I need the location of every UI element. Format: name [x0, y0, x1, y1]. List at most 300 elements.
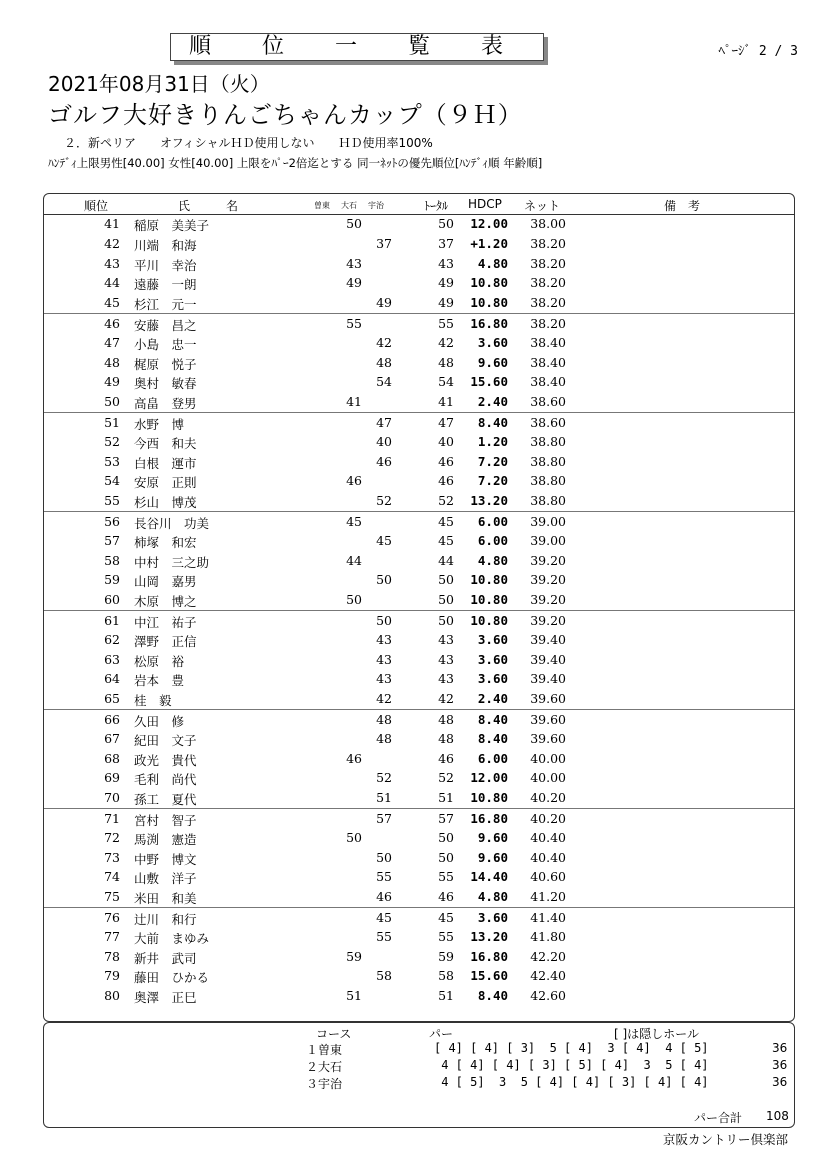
- rank-cell: 45: [104, 295, 120, 311]
- name-cell: 奥村 敏春: [134, 376, 197, 392]
- table-row: [44, 432, 794, 452]
- course-pars: 4 [ 5] 3 5 [ 4] [ 4] [ 3] [ 4] [ 4]: [434, 1075, 709, 1089]
- table-row: [44, 313, 794, 334]
- table-row: [44, 907, 794, 928]
- hdcp-value: 3.60: [477, 651, 508, 667]
- course-name: １曽東: [306, 1043, 343, 1057]
- course3-score: 55: [376, 869, 392, 885]
- rank-cell: 57: [104, 532, 120, 548]
- net-score: 39.20: [530, 592, 566, 608]
- col-hdcp-header: HDCP: [468, 197, 502, 211]
- course2-score: 46: [346, 750, 362, 766]
- net-score: 39.00: [530, 514, 566, 529]
- net-score: 38.40: [530, 334, 566, 350]
- course1-score: 55: [346, 316, 362, 331]
- total-score: 47: [438, 415, 454, 430]
- total-score: 51: [438, 790, 454, 806]
- net-score: 39.40: [530, 651, 566, 667]
- table-row: [44, 828, 794, 848]
- name-cell: 稲原 美美子: [134, 218, 210, 233]
- name-cell: 中野 博文: [134, 851, 197, 867]
- course-pars: [ 4] [ 4] [ 3] 5 [ 4] 3 [ 4] 4 [ 5]: [434, 1041, 709, 1055]
- total-score: 43: [438, 671, 454, 687]
- net-score: 39.40: [530, 671, 566, 687]
- course-total: 36: [772, 1041, 788, 1055]
- rank-cell: 58: [104, 552, 120, 568]
- table-row: [44, 749, 794, 769]
- total-score: 50: [438, 849, 454, 865]
- table-row: [44, 808, 794, 829]
- net-score: 40.00: [530, 770, 566, 786]
- total-score: 40: [438, 433, 454, 449]
- table-row: [44, 689, 794, 709]
- total-score: 50: [438, 216, 454, 231]
- name-cell: 澤野 正信: [134, 633, 197, 649]
- total-score: 45: [438, 514, 454, 529]
- rank-cell: 54: [104, 473, 120, 489]
- hdcp-value: 3.60: [477, 671, 508, 687]
- course-label: コース: [316, 1027, 352, 1041]
- table-row: [44, 551, 794, 571]
- handicap-rules: ﾊﾝﾃﾞｨ上限男性[40.00] 女性[40.00] 上限をﾊﾟｰ2倍迄とする 同一ﾈｯﾄの優先順位[ﾊﾝﾃﾞｨ順 年齢順]: [48, 156, 543, 170]
- net-score: 39.60: [530, 730, 566, 746]
- net-score: 38.20: [530, 275, 566, 291]
- course2-score: 51: [346, 988, 362, 1004]
- scoring-conditions: ２．新ペリア オフィシャルＨＤ使用しない ＨＤ使用率100%: [64, 136, 433, 150]
- hdcp-value: 3.60: [477, 631, 508, 647]
- table-row: [44, 768, 794, 788]
- total-score: 52: [438, 770, 454, 786]
- net-score: 39.60: [530, 691, 566, 707]
- name-cell: 山敷 洋子: [134, 871, 197, 887]
- course3-score: 48: [376, 712, 392, 727]
- net-score: 40.40: [530, 849, 566, 865]
- table-row: [44, 531, 794, 551]
- net-score: 41.80: [530, 928, 566, 944]
- net-score: 41.20: [530, 889, 566, 905]
- total-score: 54: [438, 374, 454, 390]
- rank-cell: 56: [104, 514, 120, 529]
- table-row: [44, 947, 794, 967]
- total-score: 46: [438, 889, 454, 905]
- total-score: 48: [438, 730, 454, 746]
- course3-score: 49: [376, 295, 392, 311]
- total-score: 55: [438, 928, 454, 944]
- hdcp-value: 16.80: [470, 948, 508, 964]
- page-number: ﾍﾟｰｼﾞ 2 / 3: [718, 44, 798, 59]
- course3-score: 45: [376, 532, 392, 548]
- course3-score: 51: [376, 790, 392, 806]
- total-score: 51: [438, 988, 454, 1004]
- course-pars: 4 [ 4] [ 4] [ 3] [ 5] [ 4] 3 5 [ 4]: [434, 1058, 709, 1072]
- hdcp-value: 9.60: [477, 849, 508, 865]
- table-row: [44, 254, 794, 274]
- table-row: [44, 788, 794, 808]
- hdcp-value: 3.60: [477, 334, 508, 350]
- net-score: 38.80: [530, 453, 566, 469]
- course1-score: 50: [346, 829, 362, 845]
- rank-cell: 65: [104, 691, 120, 707]
- name-cell: 木原 博之: [134, 594, 197, 610]
- rank-cell: 62: [104, 631, 120, 647]
- rank-cell: 61: [104, 613, 120, 628]
- name-cell: 柿塚 和宏: [134, 534, 197, 550]
- net-score: 40.60: [530, 869, 566, 885]
- hdcp-value: 2.40: [477, 394, 508, 410]
- rank-cell: 80: [104, 988, 120, 1004]
- course3-score: 42: [376, 334, 392, 350]
- hdcp-value: 10.80: [470, 295, 508, 311]
- name-cell: 安原 正則: [134, 475, 197, 491]
- total-score: 43: [438, 255, 454, 271]
- net-score: 40.20: [530, 790, 566, 806]
- name-cell: 久田 修: [134, 714, 185, 729]
- table-row: [44, 927, 794, 947]
- table-row: [44, 570, 794, 590]
- net-score: 38.20: [530, 316, 566, 331]
- table-row: [44, 729, 794, 749]
- hdcp-value: 1.20: [477, 433, 508, 449]
- table-row: [44, 293, 794, 313]
- course3-score: 50: [376, 572, 392, 588]
- total-score: 46: [438, 473, 454, 489]
- net-score: 38.20: [530, 235, 566, 251]
- name-cell: 梶原 悦子: [134, 356, 197, 372]
- net-score: 39.20: [530, 613, 566, 628]
- table-row: [44, 630, 794, 650]
- net-score: 39.40: [530, 631, 566, 647]
- net-score: 40.20: [530, 811, 566, 826]
- rank-cell: 67: [104, 730, 120, 746]
- net-score: 38.20: [530, 255, 566, 271]
- total-score: 42: [438, 334, 454, 350]
- table-row: [44, 887, 794, 907]
- rank-cell: 76: [104, 910, 120, 925]
- net-score: 39.00: [530, 532, 566, 548]
- course3-score: 37: [376, 235, 392, 251]
- course3-score: 50: [376, 613, 392, 628]
- total-score: 55: [438, 316, 454, 331]
- hdcp-value: 10.80: [470, 275, 508, 291]
- name-cell: 政光 貴代: [134, 752, 197, 768]
- name-cell: 毛利 尚代: [134, 772, 197, 788]
- hdcp-value: 9.60: [477, 829, 508, 845]
- total-score: 41: [438, 394, 454, 410]
- name-cell: 中江 祐子: [134, 615, 197, 630]
- hdcp-value: 15.60: [470, 968, 508, 984]
- rank-cell: 52: [104, 433, 120, 449]
- total-score: 45: [438, 532, 454, 548]
- course2-score: 43: [346, 255, 362, 271]
- rank-cell: 79: [104, 968, 120, 984]
- course-par-table: [43, 1022, 795, 1128]
- event-name: ゴルフ大好きりんごちゃんカップ（９Ｈ）: [48, 101, 523, 129]
- table-row: [44, 273, 794, 293]
- total-score: 49: [438, 275, 454, 291]
- course2-score: 44: [346, 552, 362, 568]
- net-score: 38.80: [530, 493, 566, 509]
- name-cell: 山岡 嘉男: [134, 574, 197, 590]
- col-total-header: ﾄｰﾀﾙ: [424, 199, 449, 213]
- hdcp-value: 8.40: [477, 415, 508, 430]
- name-cell: 宮村 智子: [134, 813, 197, 828]
- par-total-label: パー合計: [694, 1111, 743, 1125]
- rank-cell: 75: [104, 889, 120, 905]
- total-score: 45: [438, 910, 454, 925]
- course3-score: 40: [376, 433, 392, 449]
- total-score: 42: [438, 691, 454, 707]
- net-score: 38.20: [530, 295, 566, 311]
- course3-score: 46: [376, 453, 392, 469]
- hdcp-value: 8.40: [477, 988, 508, 1004]
- total-score: 50: [438, 613, 454, 628]
- rank-cell: 41: [104, 216, 120, 231]
- name-cell: 平川 幸治: [134, 257, 197, 273]
- name-cell: 水野 博: [134, 417, 185, 432]
- course3-score: 58: [376, 968, 392, 984]
- course3-score: 57: [376, 811, 392, 826]
- hdcp-value: 13.20: [470, 493, 508, 509]
- net-score: 40.40: [530, 829, 566, 845]
- table-row: [44, 590, 794, 610]
- col-remarks-header: 備 考: [664, 199, 701, 213]
- course-total: 36: [772, 1075, 788, 1089]
- total-score: 49: [438, 295, 454, 311]
- table-row: [44, 867, 794, 887]
- hdcp-value: 15.60: [470, 374, 508, 390]
- hdcp-value: 12.00: [470, 770, 508, 786]
- total-score: 43: [438, 651, 454, 667]
- course1-score: 50: [346, 216, 362, 231]
- name-cell: 今西 和夫: [134, 435, 197, 451]
- course-name: ３宇治: [306, 1077, 343, 1091]
- table-row: [44, 966, 794, 986]
- rank-cell: 55: [104, 493, 120, 509]
- name-cell: 長谷川 功美: [134, 516, 210, 531]
- course2-score: 59: [346, 948, 362, 964]
- course3-score: 52: [376, 770, 392, 786]
- results-table: [43, 193, 795, 1022]
- table-row: [44, 986, 794, 1006]
- hdcp-value: 16.80: [470, 811, 508, 826]
- hdcp-value: 10.80: [470, 572, 508, 588]
- net-score: 42.60: [530, 988, 566, 1004]
- hdcp-value: 4.80: [477, 552, 508, 568]
- rank-cell: 47: [104, 334, 120, 350]
- rank-cell: 72: [104, 829, 120, 845]
- net-score: 38.80: [530, 473, 566, 489]
- course-name: ２大石: [306, 1060, 343, 1074]
- course3-score: 55: [376, 928, 392, 944]
- total-score: 48: [438, 712, 454, 727]
- rank-cell: 70: [104, 790, 120, 806]
- total-score: 58: [438, 968, 454, 984]
- rank-cell: 68: [104, 750, 120, 766]
- table-row: [44, 214, 794, 234]
- course3-score: 52: [376, 493, 392, 509]
- total-score: 37: [438, 235, 454, 251]
- hdcp-value: 2.40: [477, 691, 508, 707]
- table-row: [44, 234, 794, 254]
- rank-cell: 59: [104, 572, 120, 588]
- net-score: 38.40: [530, 354, 566, 370]
- course3-score: 47: [376, 415, 392, 430]
- name-cell: 米田 和美: [134, 891, 197, 907]
- net-score: 38.60: [530, 394, 566, 410]
- total-score: 52: [438, 493, 454, 509]
- rank-cell: 66: [104, 712, 120, 727]
- rank-cell: 49: [104, 374, 120, 390]
- col-net-header: ネット: [524, 199, 561, 213]
- table-row: [44, 333, 794, 353]
- rank-cell: 69: [104, 770, 120, 786]
- name-cell: 杉江 元一: [134, 297, 197, 313]
- table-row: [44, 372, 794, 392]
- net-score: 42.20: [530, 948, 566, 964]
- hdcp-value: 6.00: [477, 532, 508, 548]
- hdcp-value: 8.40: [477, 712, 508, 727]
- hdcp-value: 13.20: [470, 928, 508, 944]
- net-score: 38.80: [530, 433, 566, 449]
- course3-score: 46: [376, 889, 392, 905]
- table-row: [44, 650, 794, 670]
- course3-score: 42: [376, 691, 392, 707]
- total-score: 50: [438, 572, 454, 588]
- rank-cell: 51: [104, 415, 120, 430]
- rank-cell: 53: [104, 453, 120, 469]
- hdcp-value: 10.80: [470, 613, 508, 628]
- rank-cell: 48: [104, 354, 120, 370]
- course1-score: 50: [346, 592, 362, 608]
- course2-score: 46: [346, 473, 362, 489]
- table-row: [44, 392, 794, 412]
- rank-cell: 63: [104, 651, 120, 667]
- name-cell: 紀田 文子: [134, 732, 197, 748]
- event-date: 2021年08月31日（火）: [48, 72, 270, 96]
- name-cell: 孫工 夏代: [134, 792, 197, 808]
- rank-cell: 44: [104, 275, 120, 291]
- net-score: 42.40: [530, 968, 566, 984]
- name-cell: 小島 忠一: [134, 336, 197, 352]
- hidden-hole-note: [ ]は隠しホール: [614, 1027, 699, 1041]
- table-row: [44, 669, 794, 689]
- table-row: [44, 709, 794, 730]
- name-cell: 遠藤 一朗: [134, 277, 197, 293]
- table-row: [44, 353, 794, 373]
- name-cell: 川端 和海: [134, 237, 197, 253]
- rank-cell: 71: [104, 811, 120, 826]
- course3-score: 43: [376, 671, 392, 687]
- course2-score: 41: [346, 394, 362, 410]
- rank-cell: 42: [104, 235, 120, 251]
- table-row: [44, 412, 794, 433]
- col-rank-header: 順位: [84, 199, 109, 213]
- club-name: 京阪カントリー倶楽部: [662, 1132, 788, 1147]
- total-score: 46: [438, 750, 454, 766]
- course3-score: 45: [376, 910, 392, 925]
- hdcp-value: 6.00: [477, 750, 508, 766]
- name-cell: 松原 裕: [134, 653, 185, 669]
- course-total: 36: [772, 1058, 788, 1072]
- total-score: 55: [438, 869, 454, 885]
- net-score: 38.60: [530, 415, 566, 430]
- total-score: 43: [438, 631, 454, 647]
- rank-cell: 60: [104, 592, 120, 608]
- net-score: 41.40: [530, 910, 566, 925]
- total-score: 59: [438, 948, 454, 964]
- name-cell: 岩本 豊: [134, 673, 185, 689]
- hdcp-value: 9.60: [477, 354, 508, 370]
- hdcp-value: 10.80: [470, 592, 508, 608]
- table-row: [44, 511, 794, 532]
- col-course1-header: 曽東: [314, 201, 330, 210]
- rank-cell: 73: [104, 849, 120, 865]
- hdcp-value: 14.40: [470, 869, 508, 885]
- name-cell: 杉山 博茂: [134, 495, 197, 511]
- rank-cell: 77: [104, 928, 120, 944]
- par-label: パー: [429, 1027, 454, 1041]
- rank-cell: 64: [104, 671, 120, 687]
- total-score: 48: [438, 354, 454, 370]
- course3-score: 43: [376, 631, 392, 647]
- name-cell: 安藤 昌之: [134, 318, 197, 333]
- name-cell: 藤田 ひかる: [134, 970, 210, 986]
- total-score: 57: [438, 811, 454, 826]
- table-row: [44, 848, 794, 868]
- table-header: [44, 194, 794, 215]
- hdcp-value: +1.20: [470, 235, 508, 251]
- total-score: 50: [438, 829, 454, 845]
- net-score: 38.00: [530, 216, 566, 231]
- hdcp-value: 10.80: [470, 790, 508, 806]
- name-cell: 桂 毅: [134, 693, 172, 709]
- net-score: 39.20: [530, 572, 566, 588]
- rank-cell: 50: [104, 394, 120, 410]
- rank-cell: 78: [104, 948, 120, 964]
- col-name-header: 氏 名: [178, 199, 239, 213]
- hdcp-value: 16.80: [470, 316, 508, 331]
- hdcp-value: 12.00: [470, 216, 508, 231]
- hdcp-value: 7.20: [477, 473, 508, 489]
- course3-score: 43: [376, 651, 392, 667]
- course3-score: 48: [376, 354, 392, 370]
- table-row: [44, 452, 794, 472]
- course3-score: 48: [376, 730, 392, 746]
- net-score: 38.40: [530, 374, 566, 390]
- course3-score: 54: [376, 374, 392, 390]
- hdcp-value: 4.80: [477, 889, 508, 905]
- name-cell: 馬渕 憲造: [134, 831, 197, 847]
- table-row: [44, 491, 794, 511]
- net-score: 39.20: [530, 552, 566, 568]
- rank-cell: 46: [104, 316, 120, 331]
- page-title: 順 位 一 覧 表: [170, 33, 544, 61]
- col-course3-header: 宇治: [368, 201, 384, 210]
- total-score: 50: [438, 592, 454, 608]
- hdcp-value: 3.60: [477, 910, 508, 925]
- net-score: 40.00: [530, 750, 566, 766]
- course3-score: 50: [376, 849, 392, 865]
- name-cell: 高畠 登男: [134, 396, 197, 412]
- table-row: [44, 471, 794, 491]
- name-cell: 白根 運市: [134, 455, 197, 471]
- col-course2-header: 大石: [341, 201, 357, 210]
- course1-score: 45: [346, 514, 362, 529]
- name-cell: 新井 武司: [134, 950, 197, 966]
- total-score: 44: [438, 552, 454, 568]
- net-score: 39.60: [530, 712, 566, 727]
- name-cell: 辻川 和行: [134, 912, 197, 927]
